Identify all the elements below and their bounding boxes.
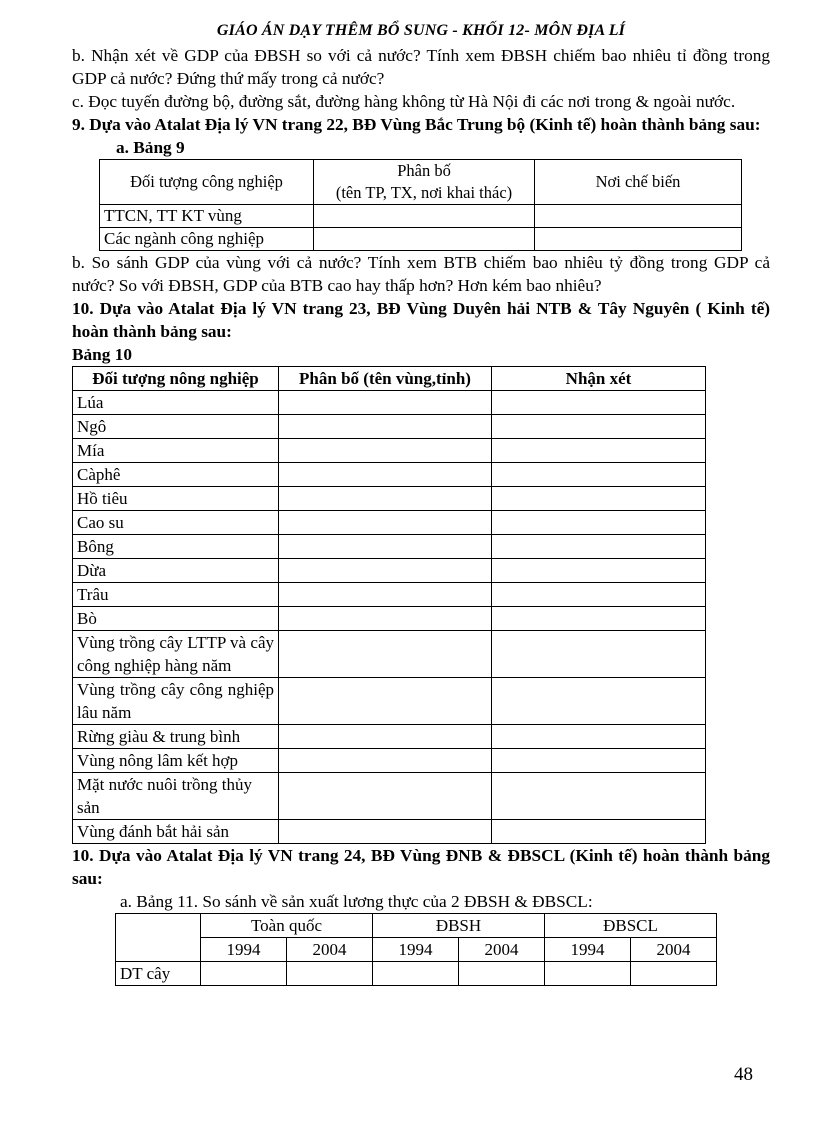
question-10: 10. Dựa vào Atalat Địa lý VN trang 23, BĐ Vùng Duyên hải NTB & Tây Nguyên ( Kinh tế) hoàn thành bảng sau: <box>72 299 770 341</box>
table-cell <box>279 511 492 535</box>
table-cell <box>314 228 535 251</box>
table-cell <box>279 583 492 607</box>
table10-row-label: Trâu <box>73 583 279 607</box>
table-cell <box>492 439 706 463</box>
table9-header-row <box>100 160 742 205</box>
table-cell <box>279 439 492 463</box>
table-cell <box>279 487 492 511</box>
table-9 <box>99 159 742 251</box>
table9-header-distribution-line2: (tên TP, TX, nơi khai thác) <box>335 183 513 202</box>
table11-year: 2004 <box>631 938 717 962</box>
table10-row-label: Cao su <box>73 511 279 535</box>
table10-row-label: Bông <box>73 535 279 559</box>
table-row <box>73 535 706 559</box>
table11-caption: a. Bảng 11. So sánh về sản xuất lương thực của 2 ĐBSH & ĐBSCL: <box>120 892 593 911</box>
table11-year: 2004 <box>287 938 373 962</box>
table-row <box>73 511 706 535</box>
table10-header-object: Đối tượng nông nghiệp <box>73 367 279 391</box>
table-cell <box>492 391 706 415</box>
table-row <box>73 391 706 415</box>
table-cell <box>279 631 492 678</box>
table11-row-label: DT cây <box>116 962 201 986</box>
table-cell <box>279 749 492 773</box>
table-row <box>73 631 706 678</box>
table10-header-row <box>73 367 706 391</box>
table-cell <box>279 535 492 559</box>
table-10 <box>72 366 706 844</box>
table-cell <box>492 583 706 607</box>
table10-row-label: Vùng trồng cây LTTP và cây công nghiệp hàng năm <box>73 631 279 678</box>
table-cell <box>279 415 492 439</box>
table-cell <box>279 559 492 583</box>
table11-group-dbsh: ĐBSH <box>373 914 545 938</box>
table10-row-label: Rừng giàu & trung bình <box>73 725 279 749</box>
table11-year: 1994 <box>545 938 631 962</box>
page-header: GIÁO ÁN DẠY THÊM BỔ SUNG - KHỐI 12- MÔN ĐỊA LÍ <box>216 22 626 39</box>
table-cell <box>631 962 717 986</box>
table11-group-national: Toàn quốc <box>201 914 373 938</box>
table-cell <box>492 773 706 820</box>
table-cell <box>279 773 492 820</box>
table-cell <box>279 725 492 749</box>
table-cell <box>535 205 742 228</box>
table-row <box>73 678 706 725</box>
table9-caption: a. Bảng 9 <box>116 138 185 157</box>
table-cell <box>373 962 459 986</box>
table9-header-distribution <box>314 160 535 205</box>
table-cell <box>279 607 492 631</box>
table11-group-row <box>116 914 717 938</box>
table-cell <box>492 631 706 678</box>
table-cell <box>201 962 287 986</box>
table10-row-label: Mặt nước nuôi trồng thủy sản <box>73 773 279 820</box>
table-row <box>73 607 706 631</box>
table-row <box>73 725 706 749</box>
table-cell <box>492 535 706 559</box>
table9-header-object: Đối tượng công nghiệp <box>100 160 314 205</box>
table11-year: 1994 <box>373 938 459 962</box>
table9-row-label: TTCN, TT KT vùng <box>100 205 314 228</box>
table10-row-label: Bò <box>73 607 279 631</box>
table10-header-comment: Nhận xét <box>492 367 706 391</box>
table-row <box>73 820 706 844</box>
table-cell <box>279 463 492 487</box>
page-number: 48 <box>734 1064 753 1085</box>
table-cell <box>492 749 706 773</box>
table-cell <box>492 678 706 725</box>
table-row <box>100 205 742 228</box>
table10-row-label: Vùng trồng cây công nghiệp lâu năm <box>73 678 279 725</box>
table10-header-distribution: Phân bố (tên vùng,tỉnh) <box>279 367 492 391</box>
table-row <box>73 773 706 820</box>
table9-row-label: Các ngành công nghiệp <box>100 228 314 251</box>
table-cell <box>492 487 706 511</box>
table-cell <box>314 205 535 228</box>
table-cell <box>279 391 492 415</box>
table-cell <box>492 725 706 749</box>
table-row <box>73 749 706 773</box>
question-9: 9. Dựa vào Atalat Địa lý VN trang 22, BĐ Vùng Bắc Trung bộ (Kinh tế) hoàn thành bảng sau: <box>72 115 761 134</box>
question-b-intro: b. Nhận xét về GDP của ĐBSH so với cả nước? Tính xem ĐBSH chiếm bao nhiêu tỉ đồng trong GDP cả nước? Đứng thứ mấy trong cả nước? <box>72 46 770 88</box>
table-cell <box>287 962 373 986</box>
table-row <box>73 559 706 583</box>
question-c-intro: c. Đọc tuyến đường bộ, đường sắt, đường hàng không từ Hà Nội đi các nơi trong & ngoài nước. <box>72 92 736 111</box>
table11-group-dbscl: ĐBSCL <box>545 914 717 938</box>
table10-row-label: Vùng đánh bắt hải sản <box>73 820 279 844</box>
table-row <box>73 439 706 463</box>
question-10b: 10. Dựa vào Atalat Địa lý VN trang 24, BĐ Vùng ĐNB & ĐBSCL (Kinh tế) hoàn thành bảng sau: <box>72 846 770 888</box>
table10-row-label: Vùng nông lâm kết hợp <box>73 749 279 773</box>
table10-caption: Bảng 10 <box>72 345 133 364</box>
document-page <box>72 22 770 986</box>
table10-row-label: Ngô <box>73 415 279 439</box>
table11-year: 2004 <box>459 938 545 962</box>
table-row <box>116 962 717 986</box>
table-cell <box>459 962 545 986</box>
table-row <box>100 228 742 251</box>
question-9b: b. So sánh GDP của vùng với cả nước? Tính xem BTB chiếm bao nhiêu tỷ đồng trong GDP cả nước? So với ĐBSH, GDP của BTB cao hay thấp hơn? Hơn kém bao nhiêu? <box>72 253 770 295</box>
table-cell <box>116 914 201 962</box>
table-row <box>73 415 706 439</box>
table-cell <box>492 559 706 583</box>
table-cell <box>492 463 706 487</box>
table-cell <box>492 511 706 535</box>
table-cell <box>492 415 706 439</box>
table9-header-distribution-line1: Phân bố <box>397 161 451 180</box>
table11-year-row <box>116 938 717 962</box>
table-11 <box>115 913 717 986</box>
table11-year: 1994 <box>201 938 287 962</box>
table-cell <box>492 820 706 844</box>
table-cell <box>535 228 742 251</box>
table-cell <box>279 678 492 725</box>
table10-row-label: Hồ tiêu <box>73 487 279 511</box>
table10-row-label: Mía <box>73 439 279 463</box>
table10-row-label: Dừa <box>73 559 279 583</box>
table-row <box>73 487 706 511</box>
table-cell <box>279 820 492 844</box>
table9-header-processing: Nơi chế biến <box>535 160 742 205</box>
table-cell <box>492 607 706 631</box>
table-cell <box>545 962 631 986</box>
table-row <box>73 463 706 487</box>
table-row <box>73 583 706 607</box>
table10-row-label: Lúa <box>73 391 279 415</box>
table10-row-label: Càphê <box>73 463 279 487</box>
